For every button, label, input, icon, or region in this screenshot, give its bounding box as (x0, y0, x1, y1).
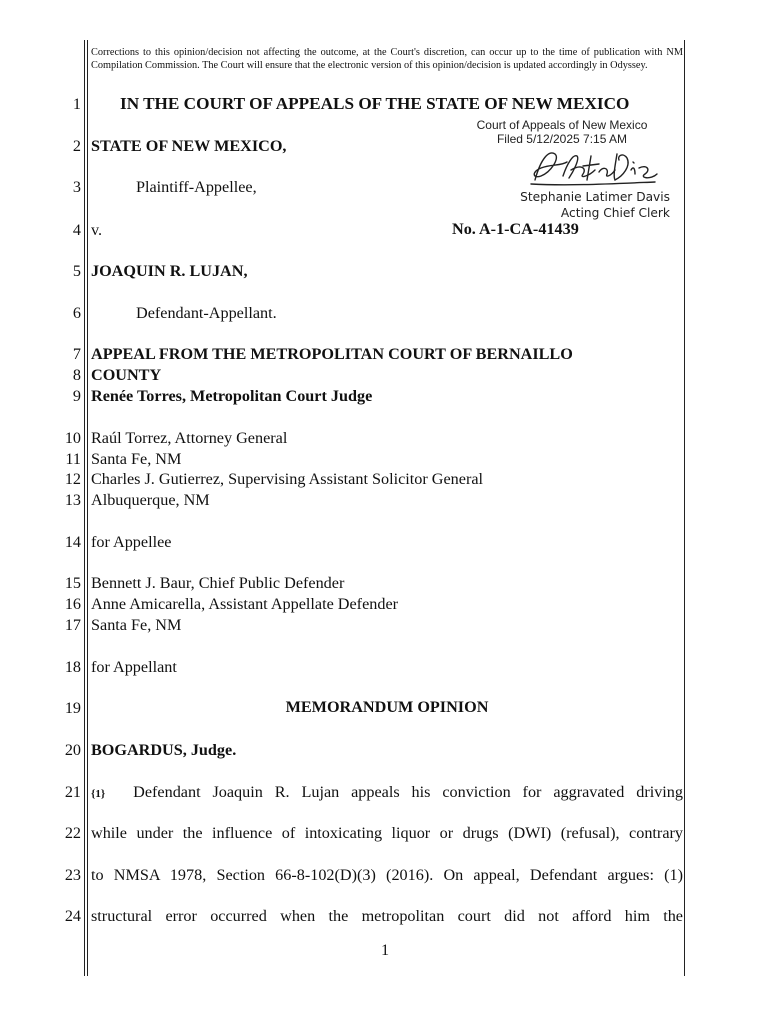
line-number: 4 (72, 221, 81, 239)
counsel-line: Santa Fe, NM (91, 450, 182, 468)
counsel-line: Raúl Torrez, Attorney General (91, 429, 288, 447)
left-margin-rule-inner (87, 40, 88, 976)
clerk-title: Acting Chief Clerk (560, 206, 670, 220)
line-number: 13 (64, 491, 81, 509)
line-number: 14 (64, 533, 81, 551)
for-appellant: for Appellant (91, 658, 177, 676)
line-number: 7 (72, 345, 81, 363)
body-text: Defendant Joaquin R. Lujan appeals his conviction for aggravated driving (133, 783, 683, 801)
stamp-court: Court of Appeals of New Mexico (476, 118, 648, 132)
line-number: 15 (64, 574, 81, 592)
appeal-line-1: APPEAL FROM THE METROPOLITAN COURT OF BERNAILLO (91, 345, 573, 363)
line-number: 24 (64, 907, 81, 925)
page-number: 1 (380, 941, 390, 959)
line-number: 23 (64, 866, 81, 884)
court-title: IN THE COURT OF APPEALS OF THE STATE OF NEW MEXICO (120, 94, 630, 113)
plaintiff-name: STATE OF NEW MEXICO, (91, 137, 287, 155)
line-number: 18 (64, 658, 81, 676)
counsel-line: Anne Amicarella, Assistant Appellate Defender (91, 595, 399, 613)
line-number: 22 (64, 824, 81, 842)
line-number: 8 (72, 366, 81, 384)
right-margin-rule (684, 40, 685, 976)
line-number: 11 (65, 450, 81, 468)
line-number: 17 (64, 616, 81, 634)
line-number: 10 (64, 429, 81, 447)
clerk-block (480, 189, 670, 221)
appeal-line-2: COUNTY (91, 366, 162, 384)
line-number: 19 (64, 699, 81, 717)
corrections-notice: Corrections to this opinion/decision not affecting the outcome, at the Court's discretion, can occur up to the time of publication with NM Compilation Commission. The Court will ensure that the electronic version of this opinion/decision is updated accordingly in Odyssey. (91, 47, 683, 71)
line-number: 3 (72, 178, 81, 196)
line-number: 21 (64, 783, 81, 801)
body-line: while under the influence of intoxicating liquor or drugs (DWI) (refusal), contrary (91, 824, 683, 842)
left-margin-rule-outer (84, 40, 85, 976)
docket-number: No. A-1-CA-41439 (452, 220, 579, 238)
line-number: 2 (72, 137, 81, 155)
for-appellee: for Appellee (91, 533, 172, 551)
clerk-name: Stephanie Latimer Davis (520, 190, 670, 204)
paragraph-marker: {1} (91, 788, 106, 800)
counsel-line: Charles J. Gutierrez, Supervising Assistant Solicitor General (91, 470, 484, 488)
line-number: 12 (64, 470, 81, 488)
body-line: to NMSA 1978, Section 66-8-102(D)(3) (2016). On appeal, Defendant argues: (1) (91, 866, 683, 884)
clerk-signature (527, 146, 662, 190)
body-line: structural error occurred when the metropolitan court did not afford him the (91, 907, 683, 925)
counsel-line: Bennett J. Baur, Chief Public Defender (91, 574, 345, 592)
body-line (91, 782, 683, 804)
opinion-heading: MEMORANDUM OPINION (285, 698, 489, 716)
line-number: 6 (72, 304, 81, 322)
line-number: 16 (64, 595, 81, 613)
plaintiff-role: Plaintiff-Appellee, (136, 178, 257, 196)
filing-stamp (462, 118, 662, 146)
defendant-role: Defendant-Appellant. (136, 304, 277, 322)
trial-judge: Renée Torres, Metropolitan Court Judge (91, 387, 373, 405)
defendant-name: JOAQUIN R. LUJAN, (91, 262, 248, 280)
versus: v. (91, 221, 103, 239)
author-judge: BOGARDUS, Judge. (91, 741, 237, 759)
line-number: 5 (72, 262, 81, 280)
stamp-filed-date: Filed 5/12/2025 7:15 AM (496, 132, 628, 146)
line-number: 1 (72, 95, 81, 113)
line-number: 20 (64, 741, 81, 759)
counsel-line: Albuquerque, NM (91, 491, 210, 509)
counsel-line: Santa Fe, NM (91, 616, 182, 634)
line-number: 9 (72, 387, 81, 405)
